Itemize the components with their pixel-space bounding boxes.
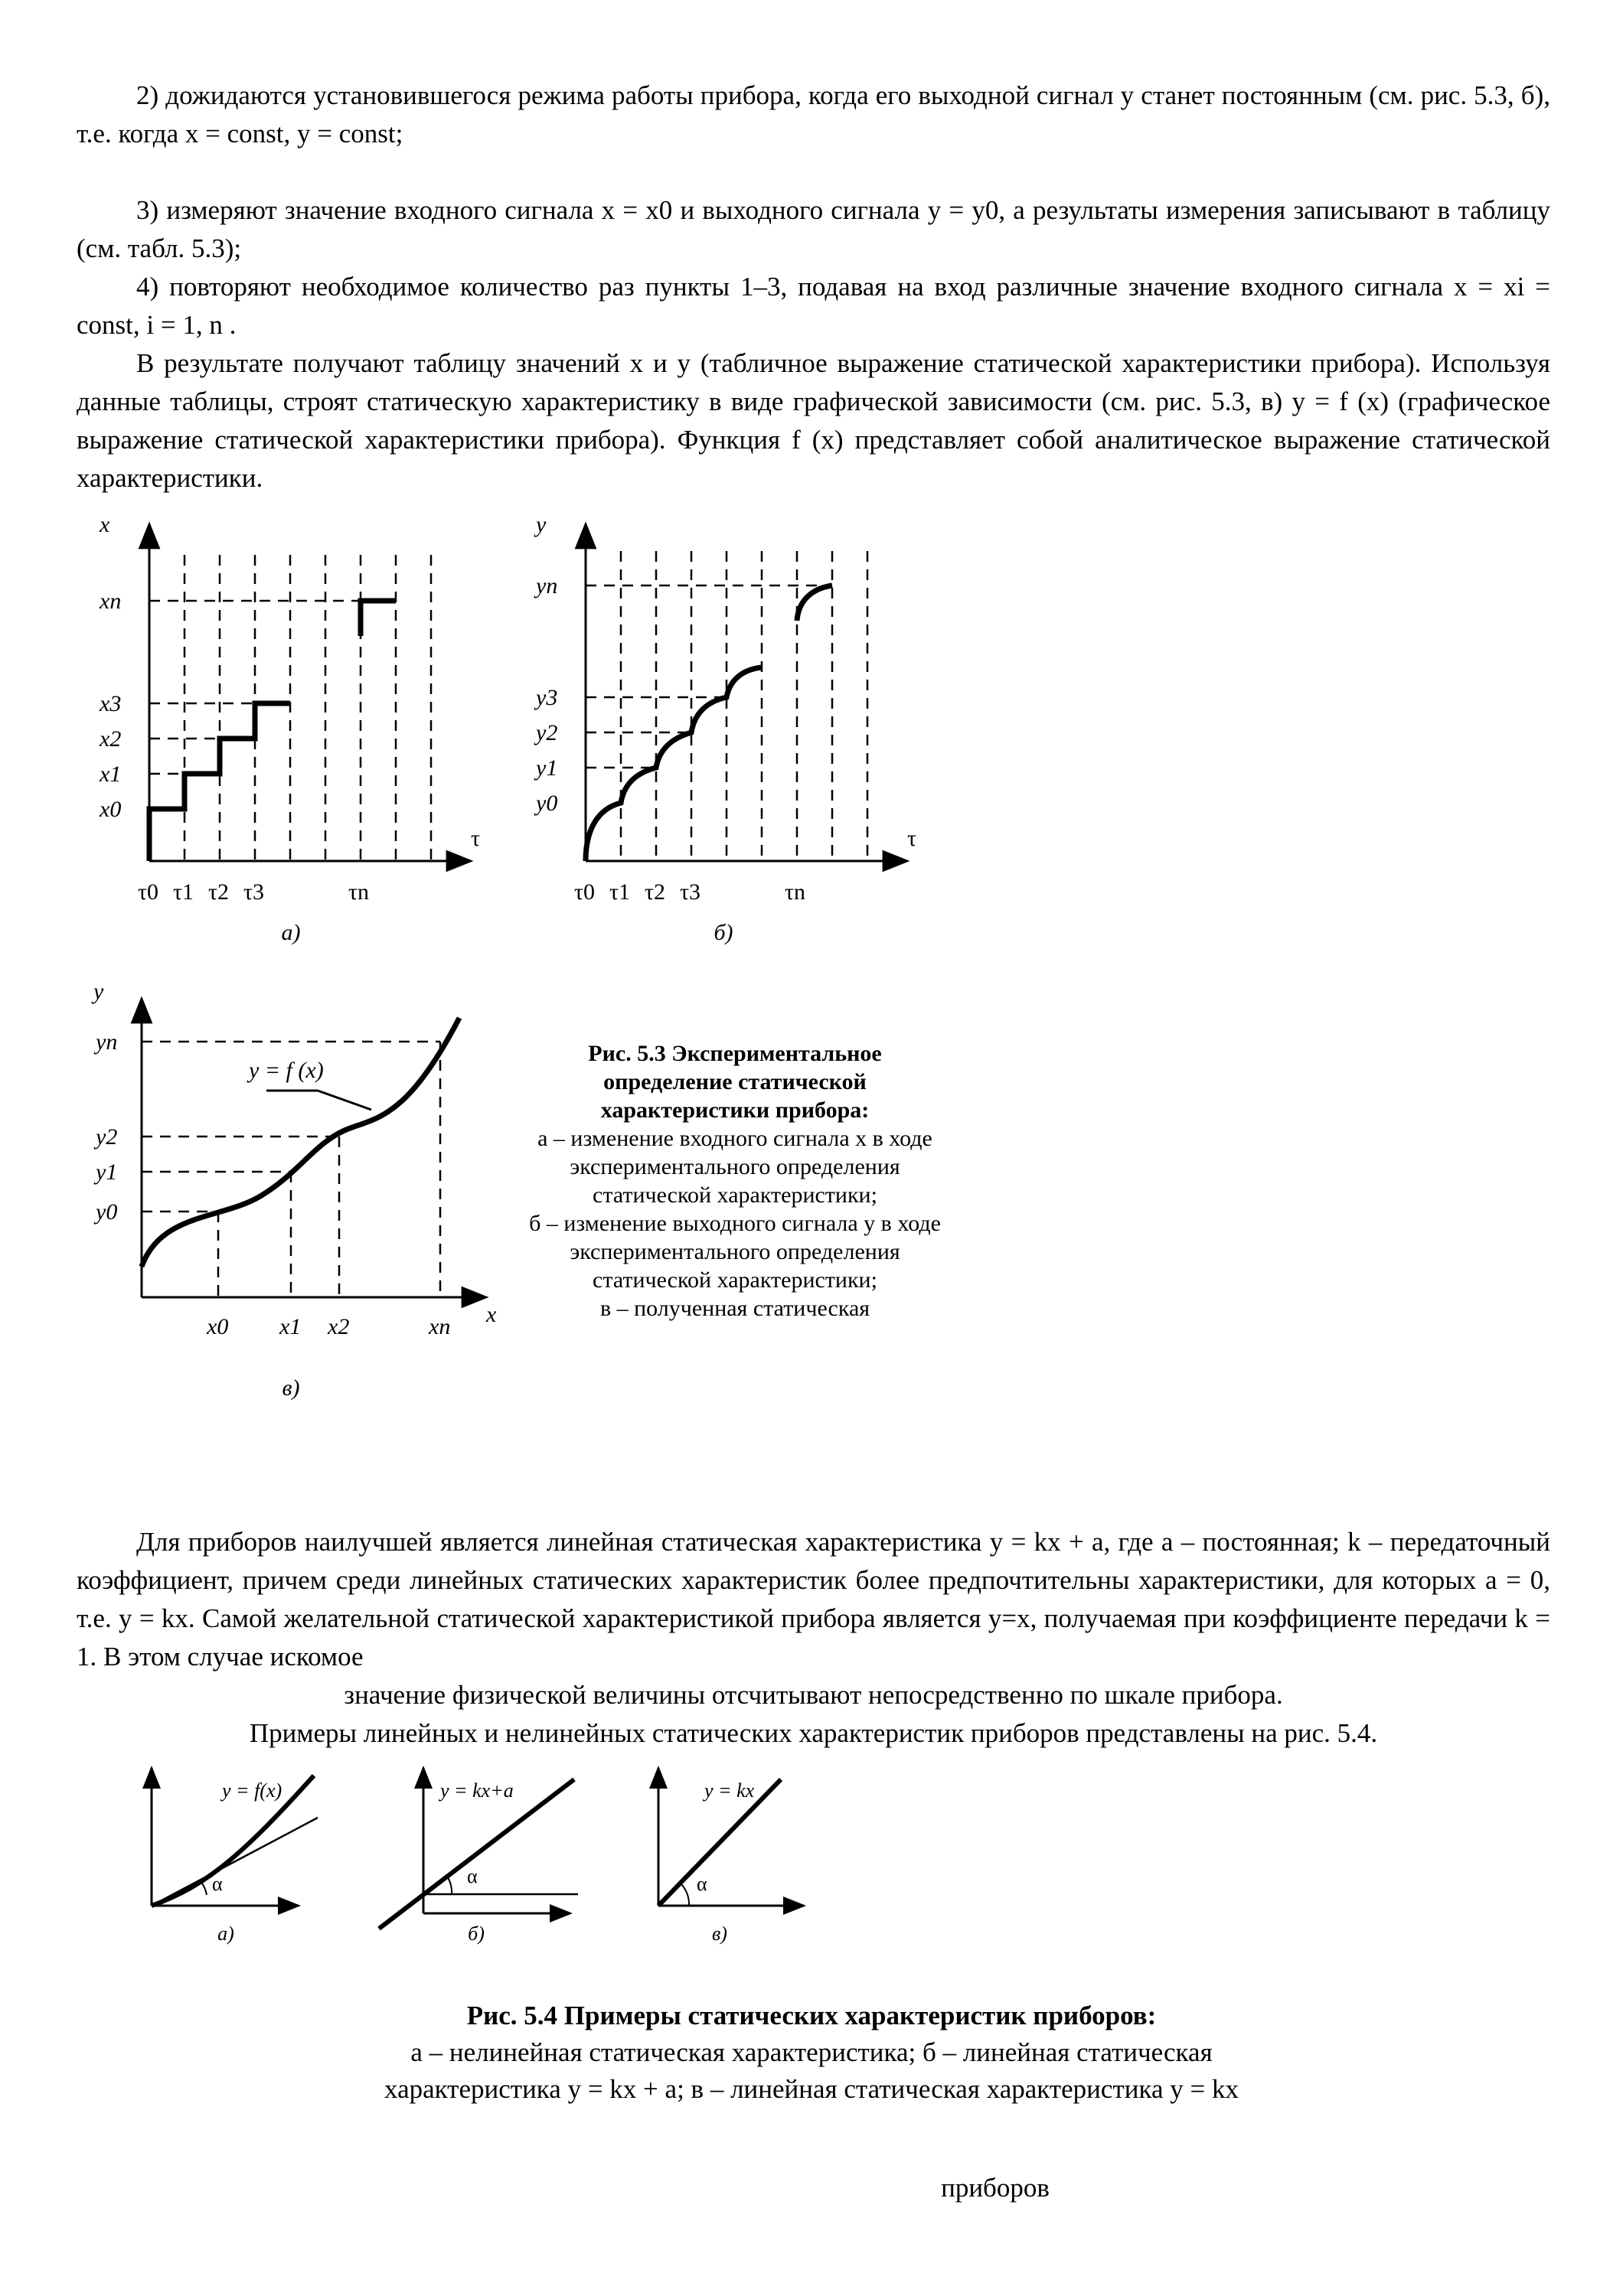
tick-y1: y1 xyxy=(96,1159,118,1185)
axis-label-tau: τ xyxy=(907,826,917,851)
figure-5-3-a-label: а) xyxy=(281,920,301,945)
figure-5-3-caption-b: б – изменение выходного сигнала y в ходе экспериментального определения статической характеристики; xyxy=(529,1211,941,1293)
axis-label-x: x xyxy=(100,512,110,537)
figure-5-4-caption xyxy=(230,1998,1393,2108)
tick-tau1: τ1 xyxy=(173,879,194,905)
figure-5-4-caption-line1: а – нелинейная статическая характеристика; б – линейная статическая xyxy=(410,2037,1213,2067)
axis-label-x: x xyxy=(486,1302,497,1327)
figure-5-4-a-label: а) xyxy=(217,1923,234,1945)
paragraph-step-2: 2) дожидаются установившегося режима работы прибора, когда его выходной сигнал y станет постоянным (см. рис. 5.3, б), т.е. когда x = const, y = const; xyxy=(77,80,1550,148)
tangent-line xyxy=(152,1818,318,1906)
figure-5-3-caption-title: Рис. 5.3 Экспериментальное определение статической характеристики прибора: xyxy=(588,1041,882,1123)
tick-tau3: τ3 xyxy=(243,879,265,905)
figure-5-3-c-label: в) xyxy=(282,1375,300,1401)
figure-5-4-a xyxy=(130,1760,367,1944)
figure-5-3-caption xyxy=(528,1039,942,1401)
angle-alpha: α xyxy=(467,1865,478,1887)
tick-x2: x2 xyxy=(328,1314,350,1339)
figure-5-3-c xyxy=(84,968,513,1339)
static-characteristic-curve xyxy=(142,1018,459,1267)
tick-x1: x1 xyxy=(279,1314,302,1339)
tick-taun: τn xyxy=(348,879,370,905)
formula: y = f(x) xyxy=(222,1779,282,1802)
angle-arc xyxy=(681,1884,689,1906)
tick-x1: x1 xyxy=(100,762,122,787)
tick-y2: y2 xyxy=(536,720,558,745)
curve-label: y = f (x) xyxy=(249,1058,324,1083)
tick-y0: y0 xyxy=(536,791,558,816)
tick-xn: xn xyxy=(429,1314,451,1339)
paragraph-result: В результате получают таблицу значений x и y (табличное выражение статической характеристики прибора). Используя данные таблицы, строят статическую характеристику в виде графической зависимости (см. рис. 5.3, в) y = f (x) (графическое выражение статической характеристики прибора). Функция f (x) представляет собой аналитическое выражение статической характеристики. xyxy=(77,348,1550,493)
figure-5-4-b xyxy=(379,1760,616,1944)
tick-tau3: τ3 xyxy=(680,879,701,905)
tick-tau0: τ0 xyxy=(138,879,159,905)
figure-5-4-caption-title: Рис. 5.4 Примеры статических характеристик приборов: xyxy=(466,2001,1157,2030)
tick-yn: yn xyxy=(96,1029,118,1055)
figure-5-3-caption-a: а – изменение входного сигнала x в ходе экспериментального определения статической характеристики; xyxy=(537,1126,932,1208)
figure-5-3-a xyxy=(84,509,498,905)
tick-tau1: τ1 xyxy=(609,879,631,905)
figure-5-4-caption-line2: характеристика y = kx + a; в – линейная статическая характеристика y = kx xyxy=(384,2074,1239,2104)
paragraph-step-3: 3) измеряют значение входного сигнала x = x0 и выходного сигнала y = y0, а результаты измерения записывают в таблицу (см. табл. 5.3); xyxy=(77,195,1550,263)
tick-y2: y2 xyxy=(96,1124,118,1150)
figure-5-4-c xyxy=(628,1760,865,1944)
tick-x3: x3 xyxy=(100,691,122,716)
axis-label-y: y xyxy=(536,512,547,537)
input-step-n xyxy=(361,601,396,636)
curve-label-leader-diag xyxy=(318,1091,371,1110)
grid-lines xyxy=(586,551,867,861)
figure-5-3-b xyxy=(521,509,934,905)
tick-tau2: τ2 xyxy=(645,879,666,905)
angle-alpha: α xyxy=(697,1873,707,1895)
tick-x0: x0 xyxy=(100,797,122,822)
figure-5-4-c-label: в) xyxy=(712,1923,727,1945)
tick-y3: y3 xyxy=(536,685,558,710)
tick-yn: yn xyxy=(536,573,558,598)
angle-alpha: α xyxy=(212,1873,223,1895)
paragraph-linear-characteristic-end: значение физической величины отсчитывают непосредственно по шкале прибора. xyxy=(344,1680,1283,1710)
footer-word: приборов xyxy=(941,2173,1050,2203)
formula: y = kx+a xyxy=(440,1779,514,1802)
tick-y1: y1 xyxy=(536,755,558,781)
tick-tau2: τ2 xyxy=(208,879,230,905)
figure-5-4-b-label: б) xyxy=(468,1923,485,1945)
angle-arc xyxy=(201,1881,207,1895)
figure-5-3-b-label: б) xyxy=(714,920,733,945)
tick-x0: x0 xyxy=(207,1314,229,1339)
axis-label-tau: τ xyxy=(471,826,481,851)
tick-y0: y0 xyxy=(96,1199,118,1225)
linear-line xyxy=(379,1779,574,1929)
tick-tau0: τ0 xyxy=(574,879,596,905)
axis-label-y: y xyxy=(93,979,104,1004)
tick-xn: xn xyxy=(100,589,122,614)
output-curve-n xyxy=(797,585,832,621)
paragraph-examples: Примеры линейных и нелинейных статических характеристик приборов представлены на рис. 5.4. xyxy=(249,1718,1378,1748)
formula: y = kx xyxy=(704,1779,755,1802)
tick-x2: x2 xyxy=(100,726,122,752)
tick-taun: τn xyxy=(785,879,806,905)
paragraph-step-4: 4) повторяют необходимое количество раз пункты 1–3, подавая на вход различные значение входного сигнала x = xi = const, i = 1, n . xyxy=(77,272,1550,340)
paragraph-linear-characteristic: Для приборов наилучшей является линейная статическая характеристика y = kx + a, где a – постоянная; k – передаточный коэффициент, причем среди линейных статических характеристик более предпочтительны характеристики, для которых a = 0, т.е. y = kx. Самой желательной статической характеристикой прибора является y=x, получаемая при коэффициенте передачи k = 1. В этом случае искомое xyxy=(77,1527,1550,1671)
figure-5-3-caption-c: в – полученная статическая xyxy=(599,1296,870,1321)
